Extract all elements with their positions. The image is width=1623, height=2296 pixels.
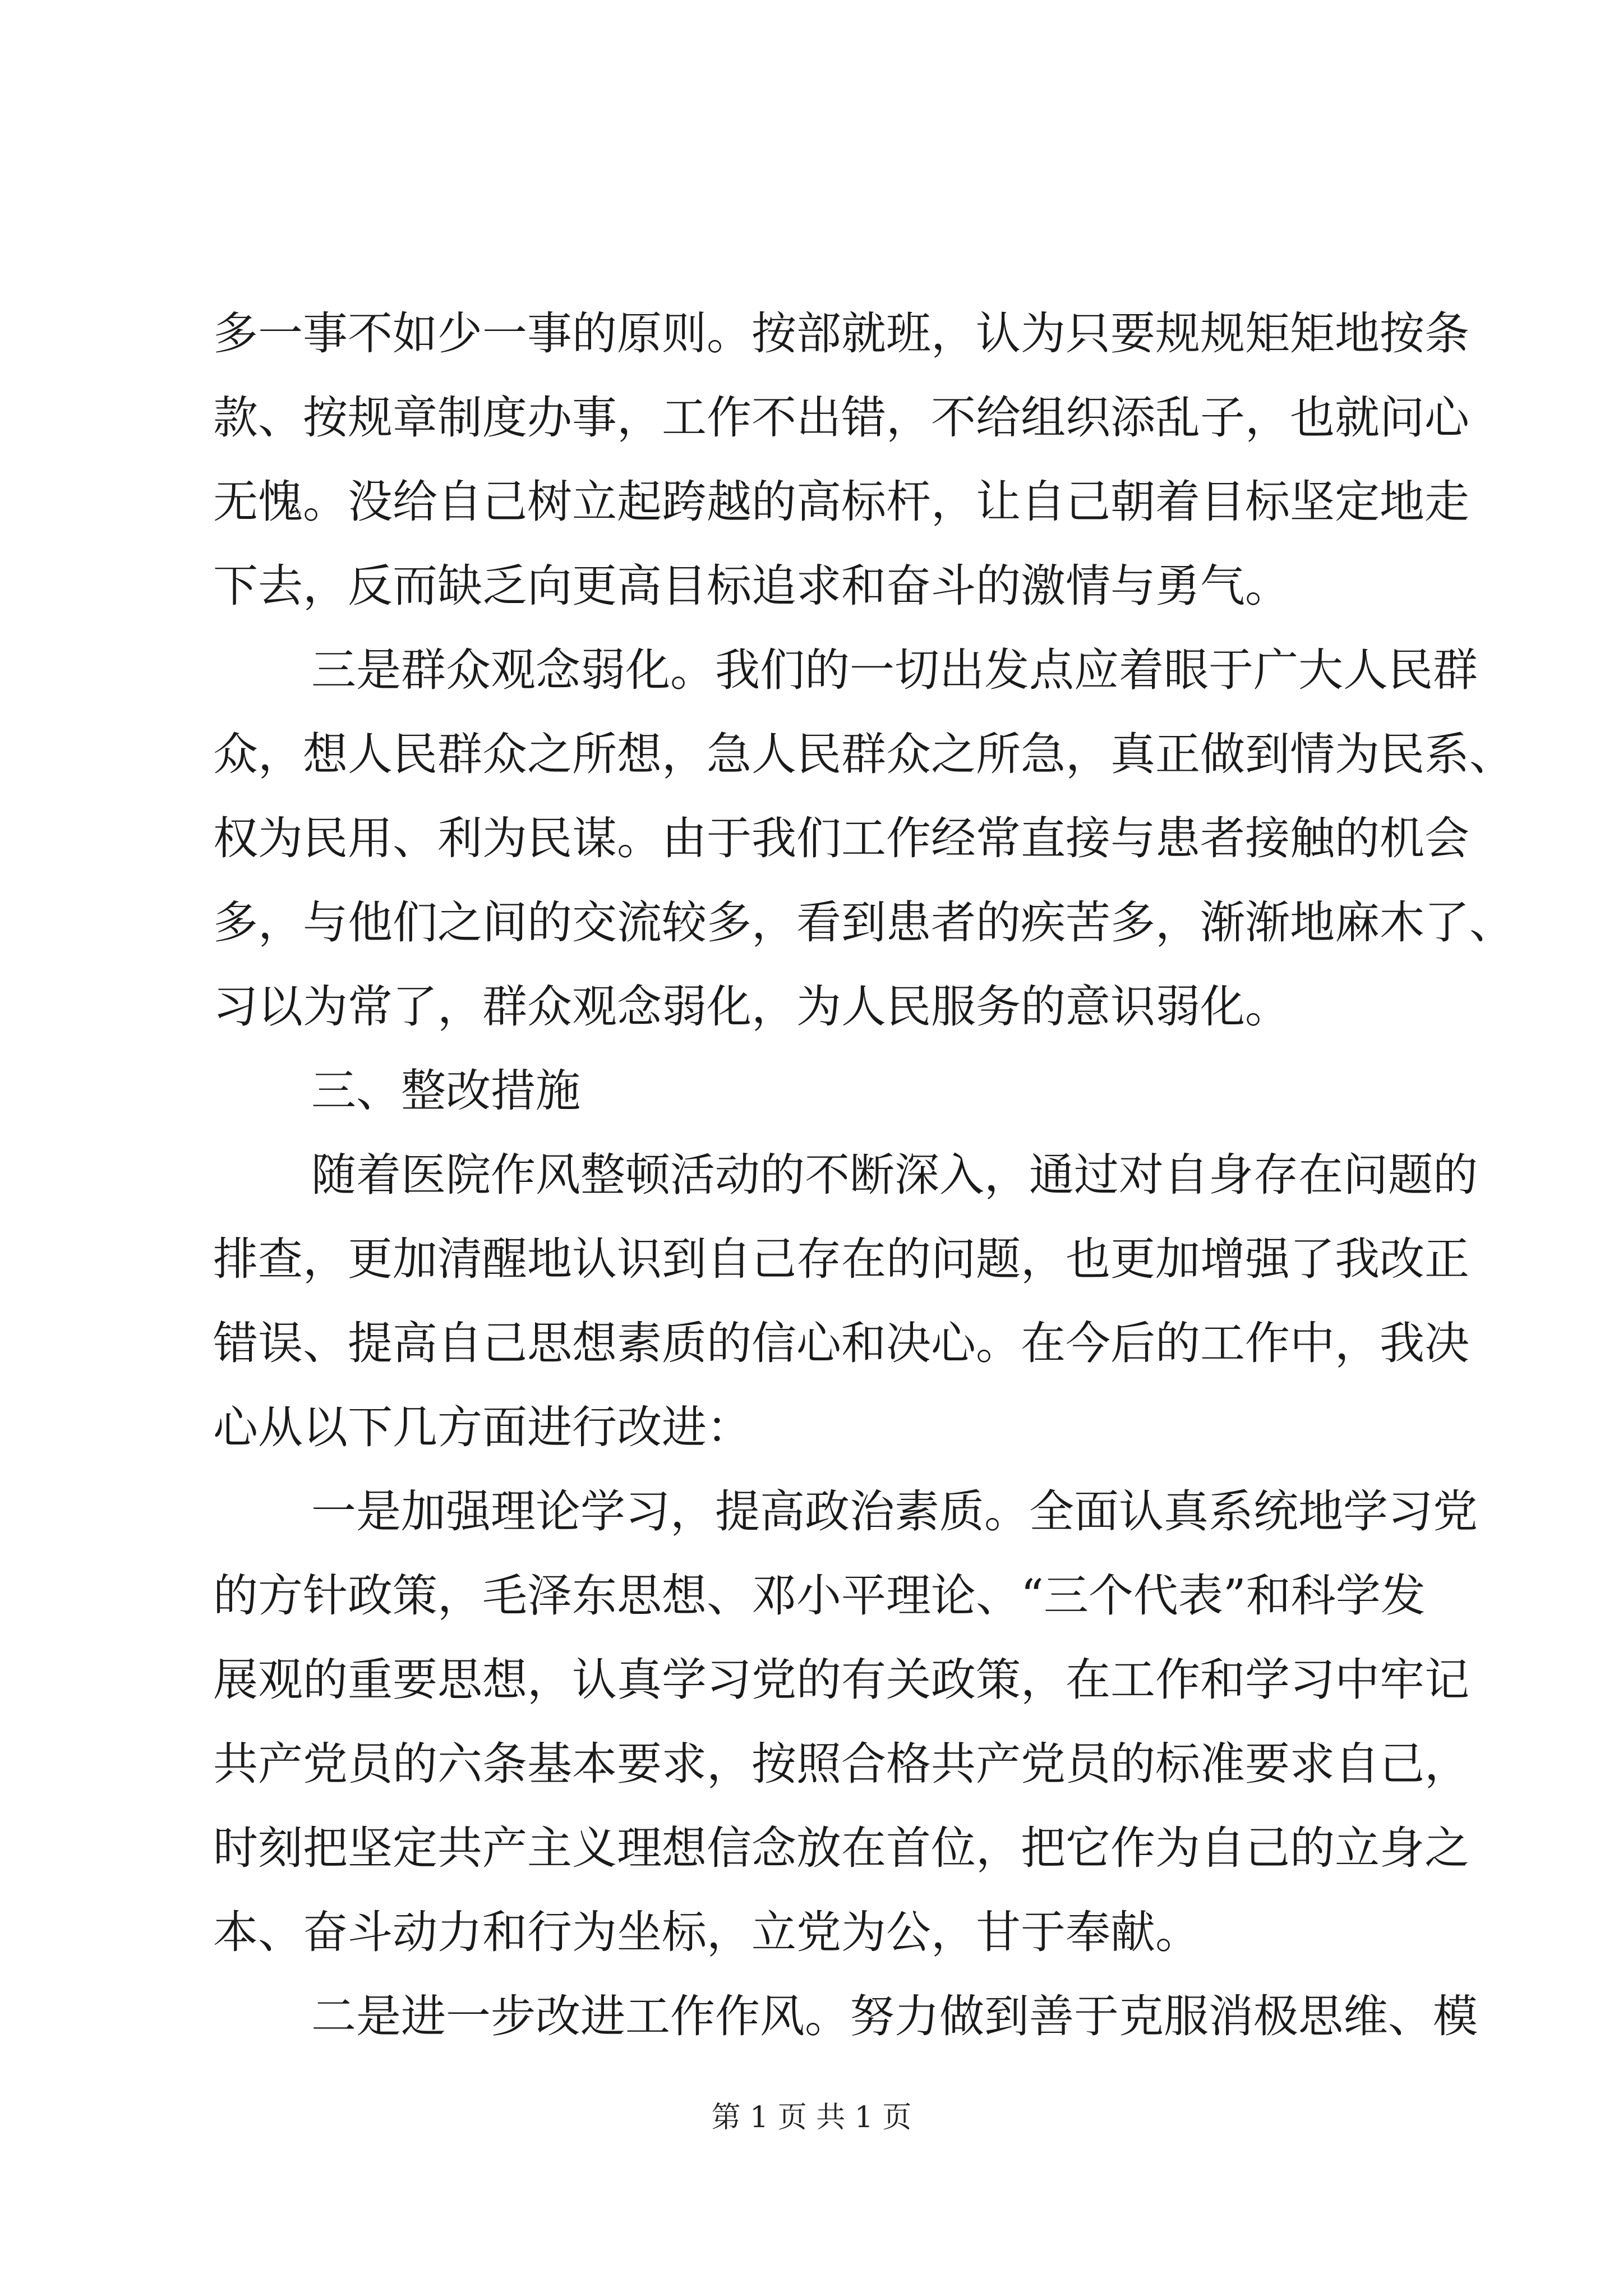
text-line: 本、奋斗动力和行为坐标，立党为公，甘于奉献。	[213, 1906, 1200, 1958]
text-line: 款、按规章制度办事，工作不出错，不给组织添乱子，也就问心	[213, 392, 1469, 444]
text-line: 权为民用、利为民谋。由于我们工作经常直接与患者接触的机会	[213, 812, 1469, 864]
text-line: 时刻把坚定共产主义理想信念放在首位，把它作为自己的立身之	[213, 1822, 1469, 1874]
text-line: 众，想人民群众之所想，急人民群众之所急，真正做到情为民系、	[213, 728, 1514, 780]
paragraph-start-line: 三是群众观念弱化。我们的一切出发点应着眼于广大人民群	[311, 644, 1478, 696]
page-number-footer: 第 1 页 共 1 页	[711, 2101, 912, 2134]
text-line: 习以为常了，群众观念弱化，为人民服务的意识弱化。	[213, 981, 1290, 1033]
text-line: 无愧。没给自己树立起跨越的高标杆，让自己朝着目标坚定地走	[213, 476, 1469, 528]
text-line: 排查，更加清醒地认识到自己存在的问题，也更加增强了我改正	[213, 1233, 1469, 1285]
text-line: 展观的重要思想，认真学习党的有关政策，在工作和学习中牢记	[213, 1654, 1469, 1706]
paragraph-start-line: 二是进一步改进工作作风。努力做到善于克服消极思维、模	[311, 1990, 1478, 2042]
text-line: 的方针政策，毛泽东思想、邓小平理论、“三个代表”和科学发	[213, 1570, 1426, 1622]
text-line: 共产党员的六条基本要求，按照合格共产党员的标准要求自己，	[213, 1738, 1469, 1790]
text-line: 下去，反而缺乏向更高目标追求和奋斗的激情与勇气。	[213, 560, 1290, 612]
text-line: 多，与他们之间的交流较多，看到患者的疾苦多，渐渐地麻木了、	[213, 896, 1514, 949]
text-line: 心从以下几方面进行改进：	[213, 1401, 751, 1453]
text-line: 多一事不如少一事的原则。按部就班，认为只要规规矩矩地按条	[213, 307, 1469, 360]
text-line: 错误、提高自己思想素质的信心和决心。在今后的工作中，我决	[213, 1317, 1469, 1369]
section-heading: 三、整改措施	[311, 1065, 580, 1117]
paragraph-start-line: 一是加强理论学习，提高政治素质。全面认真系统地学习党	[311, 1485, 1478, 1538]
paragraph-start-line: 随着医院作风整顿活动的不断深入，通过对自身存在问题的	[311, 1149, 1478, 1201]
